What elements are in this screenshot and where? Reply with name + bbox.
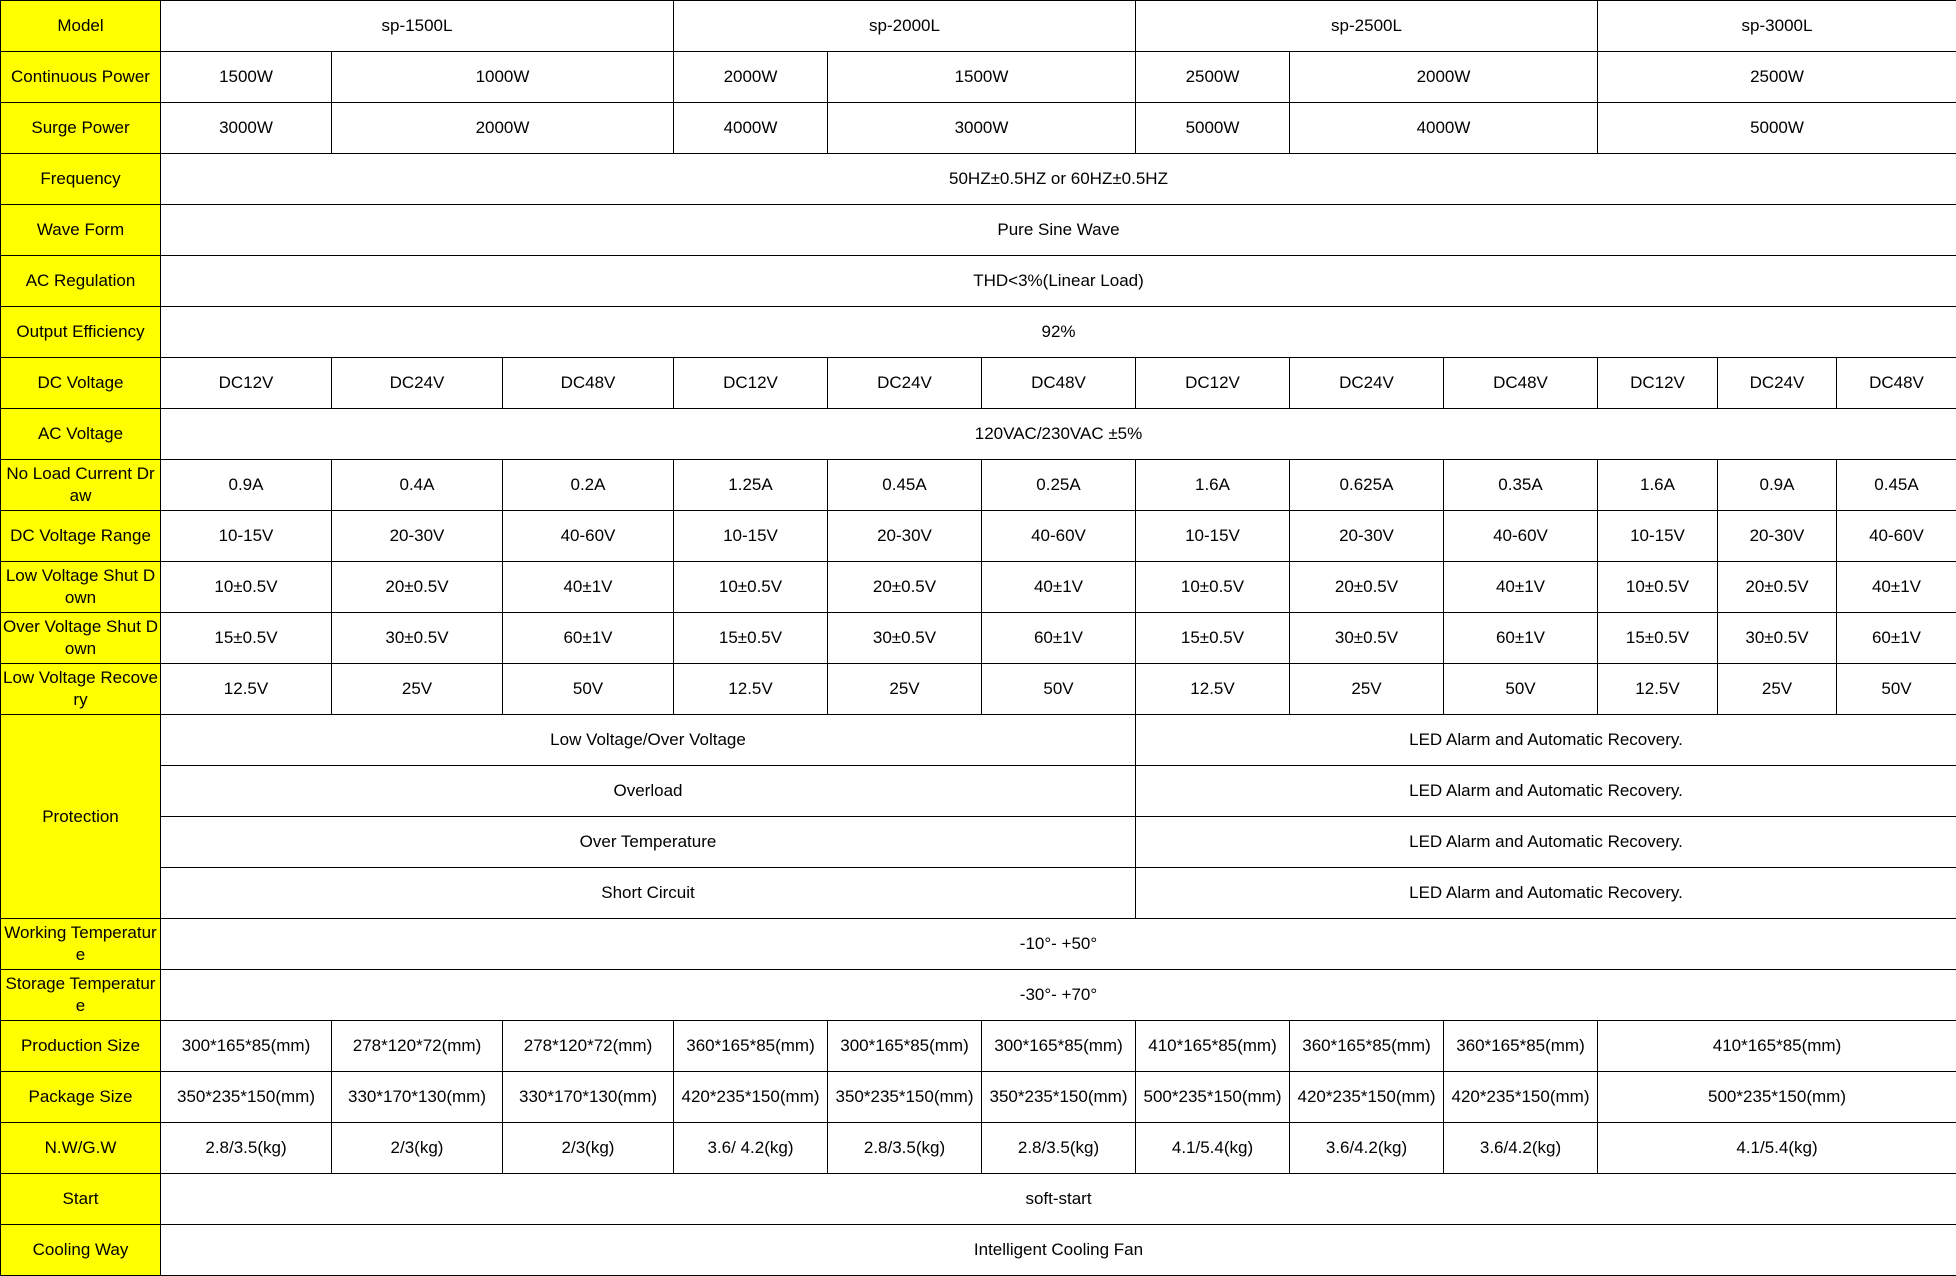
low-voltage-shutdown-cell: 40±1V xyxy=(1444,562,1598,613)
no-load-current-cell: 0.35A xyxy=(1444,460,1598,511)
label-continuous-power: Continuous Power xyxy=(1,52,161,103)
package-size-cell: 420*235*150(mm) xyxy=(1290,1072,1444,1123)
protection-response-cell: LED Alarm and Automatic Recovery. xyxy=(1136,766,1956,817)
continuous-power-cell: 1500W xyxy=(161,52,332,103)
model-cell: sp-1500L xyxy=(161,1,674,52)
package-size-cell: 500*235*150(mm) xyxy=(1136,1072,1290,1123)
production-size-cell: 360*165*85(mm) xyxy=(1290,1021,1444,1072)
over-voltage-shutdown-cell: 15±0.5V xyxy=(674,613,828,664)
label-production-size: Production Size xyxy=(1,1021,161,1072)
surge-power-cell: 2000W xyxy=(332,103,674,154)
dc-voltage-range-cell: 40-60V xyxy=(982,511,1136,562)
protection-type-cell: Overload xyxy=(161,766,1136,817)
no-load-current-cell: 0.2A xyxy=(503,460,674,511)
surge-power-cell: 5000W xyxy=(1598,103,1956,154)
label-nw-gw: N.W/G.W xyxy=(1,1123,161,1174)
dc-voltage-range-cell: 20-30V xyxy=(332,511,503,562)
row-cooling-way xyxy=(1,1225,1956,1276)
low-voltage-recovery-cell: 50V xyxy=(982,664,1136,715)
dc-voltage-cell: DC12V xyxy=(674,358,828,409)
row-protection xyxy=(1,868,1956,919)
low-voltage-shutdown-cell: 20±0.5V xyxy=(1290,562,1444,613)
label-working-temperature: Working Temperature xyxy=(1,919,161,970)
row-low-voltage-recovery xyxy=(1,664,1956,715)
row-no-load-current xyxy=(1,460,1956,511)
dc-voltage-cell: DC48V xyxy=(1444,358,1598,409)
ac-regulation-cell: THD<3%(Linear Load) xyxy=(161,256,1956,307)
over-voltage-shutdown-cell: 30±0.5V xyxy=(332,613,503,664)
row-protection xyxy=(1,715,1956,766)
production-size-cell: 278*120*72(mm) xyxy=(503,1021,674,1072)
start-cell: soft-start xyxy=(161,1174,1956,1225)
label-wave-form: Wave Form xyxy=(1,205,161,256)
row-start xyxy=(1,1174,1956,1225)
label-surge-power: Surge Power xyxy=(1,103,161,154)
row-model xyxy=(1,1,1956,52)
continuous-power-cell: 2000W xyxy=(1290,52,1598,103)
cooling-way-cell: Intelligent Cooling Fan xyxy=(161,1225,1956,1276)
production-size-cell: 360*165*85(mm) xyxy=(674,1021,828,1072)
surge-power-cell: 4000W xyxy=(1290,103,1598,154)
no-load-current-cell: 0.45A xyxy=(828,460,982,511)
protection-type-cell: Short Circuit xyxy=(161,868,1136,919)
package-size-cell: 330*170*130(mm) xyxy=(332,1072,503,1123)
nw-gw-cell: 2/3(kg) xyxy=(503,1123,674,1174)
row-wave-form xyxy=(1,205,1956,256)
over-voltage-shutdown-cell: 60±1V xyxy=(1837,613,1956,664)
protection-response-cell: LED Alarm and Automatic Recovery. xyxy=(1136,868,1956,919)
protection-response-cell: LED Alarm and Automatic Recovery. xyxy=(1136,817,1956,868)
label-protection: Protection xyxy=(1,715,161,919)
dc-voltage-range-cell: 10-15V xyxy=(1136,511,1290,562)
low-voltage-shutdown-cell: 20±0.5V xyxy=(1718,562,1837,613)
production-size-cell: 360*165*85(mm) xyxy=(1444,1021,1598,1072)
label-no-load-current: No Load Current Draw xyxy=(1,460,161,511)
dc-voltage-cell: DC48V xyxy=(503,358,674,409)
dc-voltage-range-cell: 40-60V xyxy=(1444,511,1598,562)
package-size-cell: 330*170*130(mm) xyxy=(503,1072,674,1123)
row-protection xyxy=(1,766,1956,817)
production-size-cell: 300*165*85(mm) xyxy=(161,1021,332,1072)
nw-gw-cell: 4.1/5.4(kg) xyxy=(1136,1123,1290,1174)
ac-voltage-cell: 120VAC/230VAC ±5% xyxy=(161,409,1956,460)
row-ac-regulation xyxy=(1,256,1956,307)
low-voltage-recovery-cell: 12.5V xyxy=(674,664,828,715)
row-protection xyxy=(1,817,1956,868)
label-model: Model xyxy=(1,1,161,52)
dc-voltage-cell: DC24V xyxy=(1718,358,1837,409)
output-efficiency-cell: 92% xyxy=(161,307,1956,358)
model-cell: sp-2000L xyxy=(674,1,1136,52)
package-size-cell: 350*235*150(mm) xyxy=(828,1072,982,1123)
low-voltage-recovery-cell: 50V xyxy=(1837,664,1956,715)
no-load-current-cell: 1.6A xyxy=(1136,460,1290,511)
row-nw-gw xyxy=(1,1123,1956,1174)
package-size-cell: 350*235*150(mm) xyxy=(982,1072,1136,1123)
low-voltage-recovery-cell: 50V xyxy=(503,664,674,715)
label-low-voltage-shutdown: Low Voltage Shut Down xyxy=(1,562,161,613)
frequency-cell: 50HZ±0.5HZ or 60HZ±0.5HZ xyxy=(161,154,1956,205)
package-size-cell: 420*235*150(mm) xyxy=(674,1072,828,1123)
label-package-size: Package Size xyxy=(1,1072,161,1123)
row-frequency xyxy=(1,154,1956,205)
no-load-current-cell: 0.9A xyxy=(1718,460,1837,511)
dc-voltage-cell: DC12V xyxy=(1136,358,1290,409)
dc-voltage-range-cell: 10-15V xyxy=(674,511,828,562)
surge-power-cell: 3000W xyxy=(828,103,1136,154)
row-storage-temperature xyxy=(1,970,1956,1021)
continuous-power-cell: 2500W xyxy=(1136,52,1290,103)
dc-voltage-range-cell: 20-30V xyxy=(828,511,982,562)
dc-voltage-range-cell: 40-60V xyxy=(503,511,674,562)
nw-gw-cell: 3.6/4.2(kg) xyxy=(1290,1123,1444,1174)
label-storage-temperature: Storage Temperature xyxy=(1,970,161,1021)
dc-voltage-range-cell: 10-15V xyxy=(1598,511,1718,562)
continuous-power-cell: 2000W xyxy=(674,52,828,103)
nw-gw-cell: 4.1/5.4(kg) xyxy=(1598,1123,1956,1174)
label-start: Start xyxy=(1,1174,161,1225)
row-package-size xyxy=(1,1072,1956,1123)
surge-power-cell: 5000W xyxy=(1136,103,1290,154)
row-dc-voltage xyxy=(1,358,1956,409)
production-size-cell: 300*165*85(mm) xyxy=(982,1021,1136,1072)
over-voltage-shutdown-cell: 60±1V xyxy=(982,613,1136,664)
low-voltage-shutdown-cell: 40±1V xyxy=(503,562,674,613)
dc-voltage-range-cell: 10-15V xyxy=(161,511,332,562)
over-voltage-shutdown-cell: 30±0.5V xyxy=(828,613,982,664)
package-size-cell: 420*235*150(mm) xyxy=(1444,1072,1598,1123)
protection-response-cell: LED Alarm and Automatic Recovery. xyxy=(1136,715,1956,766)
working-temperature-cell: -10°- +50° xyxy=(161,919,1956,970)
production-size-cell: 410*165*85(mm) xyxy=(1136,1021,1290,1072)
dc-voltage-cell: DC12V xyxy=(161,358,332,409)
nw-gw-cell: 2.8/3.5(kg) xyxy=(161,1123,332,1174)
row-over-voltage-shutdown xyxy=(1,613,1956,664)
wave-form-cell: Pure Sine Wave xyxy=(161,205,1956,256)
dc-voltage-cell: DC24V xyxy=(828,358,982,409)
no-load-current-cell: 1.25A xyxy=(674,460,828,511)
protection-type-cell: Over Temperature xyxy=(161,817,1136,868)
storage-temperature-cell: -30°- +70° xyxy=(161,970,1956,1021)
label-ac-voltage: AC Voltage xyxy=(1,409,161,460)
row-continuous-power xyxy=(1,52,1956,103)
low-voltage-shutdown-cell: 20±0.5V xyxy=(332,562,503,613)
label-ac-regulation: AC Regulation xyxy=(1,256,161,307)
dc-voltage-cell: DC48V xyxy=(982,358,1136,409)
over-voltage-shutdown-cell: 60±1V xyxy=(1444,613,1598,664)
row-production-size xyxy=(1,1021,1956,1072)
dc-voltage-range-cell: 20-30V xyxy=(1718,511,1837,562)
model-cell: sp-2500L xyxy=(1136,1,1598,52)
low-voltage-recovery-cell: 25V xyxy=(828,664,982,715)
no-load-current-cell: 0.4A xyxy=(332,460,503,511)
low-voltage-recovery-cell: 12.5V xyxy=(161,664,332,715)
surge-power-cell: 3000W xyxy=(161,103,332,154)
over-voltage-shutdown-cell: 15±0.5V xyxy=(161,613,332,664)
low-voltage-shutdown-cell: 40±1V xyxy=(982,562,1136,613)
over-voltage-shutdown-cell: 30±0.5V xyxy=(1718,613,1837,664)
label-over-voltage-shutdown: Over Voltage Shut Down xyxy=(1,613,161,664)
label-cooling-way: Cooling Way xyxy=(1,1225,161,1276)
dc-voltage-cell: DC12V xyxy=(1598,358,1718,409)
no-load-current-cell: 0.9A xyxy=(161,460,332,511)
dc-voltage-cell: DC24V xyxy=(1290,358,1444,409)
label-output-efficiency: Output Efficiency xyxy=(1,307,161,358)
nw-gw-cell: 3.6/4.2(kg) xyxy=(1444,1123,1598,1174)
dc-voltage-range-cell: 40-60V xyxy=(1837,511,1956,562)
production-size-cell: 300*165*85(mm) xyxy=(828,1021,982,1072)
low-voltage-shutdown-cell: 10±0.5V xyxy=(1598,562,1718,613)
dc-voltage-cell: DC48V xyxy=(1837,358,1956,409)
row-surge-power xyxy=(1,103,1956,154)
continuous-power-cell: 1500W xyxy=(828,52,1136,103)
nw-gw-cell: 2.8/3.5(kg) xyxy=(828,1123,982,1174)
low-voltage-recovery-cell: 25V xyxy=(1290,664,1444,715)
label-dc-voltage: DC Voltage xyxy=(1,358,161,409)
dc-voltage-cell: DC24V xyxy=(332,358,503,409)
over-voltage-shutdown-cell: 60±1V xyxy=(503,613,674,664)
nw-gw-cell: 3.6/ 4.2(kg) xyxy=(674,1123,828,1174)
low-voltage-recovery-cell: 12.5V xyxy=(1598,664,1718,715)
row-ac-voltage xyxy=(1,409,1956,460)
label-frequency: Frequency xyxy=(1,154,161,205)
over-voltage-shutdown-cell: 15±0.5V xyxy=(1136,613,1290,664)
low-voltage-recovery-cell: 50V xyxy=(1444,664,1598,715)
package-size-cell: 350*235*150(mm) xyxy=(161,1072,332,1123)
row-low-voltage-shutdown xyxy=(1,562,1956,613)
no-load-current-cell: 0.625A xyxy=(1290,460,1444,511)
nw-gw-cell: 2/3(kg) xyxy=(332,1123,503,1174)
low-voltage-shutdown-cell: 10±0.5V xyxy=(161,562,332,613)
label-dc-voltage-range: DC Voltage Range xyxy=(1,511,161,562)
row-output-efficiency xyxy=(1,307,1956,358)
row-dc-voltage-range xyxy=(1,511,1956,562)
no-load-current-cell: 0.45A xyxy=(1837,460,1956,511)
continuous-power-cell: 2500W xyxy=(1598,52,1956,103)
no-load-current-cell: 0.25A xyxy=(982,460,1136,511)
production-size-cell: 278*120*72(mm) xyxy=(332,1021,503,1072)
continuous-power-cell: 1000W xyxy=(332,52,674,103)
protection-type-cell: Low Voltage/Over Voltage xyxy=(161,715,1136,766)
nw-gw-cell: 2.8/3.5(kg) xyxy=(982,1123,1136,1174)
over-voltage-shutdown-cell: 15±0.5V xyxy=(1598,613,1718,664)
low-voltage-recovery-cell: 25V xyxy=(1718,664,1837,715)
row-working-temperature xyxy=(1,919,1956,970)
low-voltage-shutdown-cell: 20±0.5V xyxy=(828,562,982,613)
label-low-voltage-recovery: Low Voltage Recovery xyxy=(1,664,161,715)
production-size-cell: 410*165*85(mm) xyxy=(1598,1021,1956,1072)
over-voltage-shutdown-cell: 30±0.5V xyxy=(1290,613,1444,664)
low-voltage-recovery-cell: 12.5V xyxy=(1136,664,1290,715)
surge-power-cell: 4000W xyxy=(674,103,828,154)
dc-voltage-range-cell: 20-30V xyxy=(1290,511,1444,562)
low-voltage-recovery-cell: 25V xyxy=(332,664,503,715)
no-load-current-cell: 1.6A xyxy=(1598,460,1718,511)
low-voltage-shutdown-cell: 10±0.5V xyxy=(1136,562,1290,613)
low-voltage-shutdown-cell: 10±0.5V xyxy=(674,562,828,613)
model-cell: sp-3000L xyxy=(1598,1,1956,52)
low-voltage-shutdown-cell: 40±1V xyxy=(1837,562,1956,613)
package-size-cell: 500*235*150(mm) xyxy=(1598,1072,1956,1123)
